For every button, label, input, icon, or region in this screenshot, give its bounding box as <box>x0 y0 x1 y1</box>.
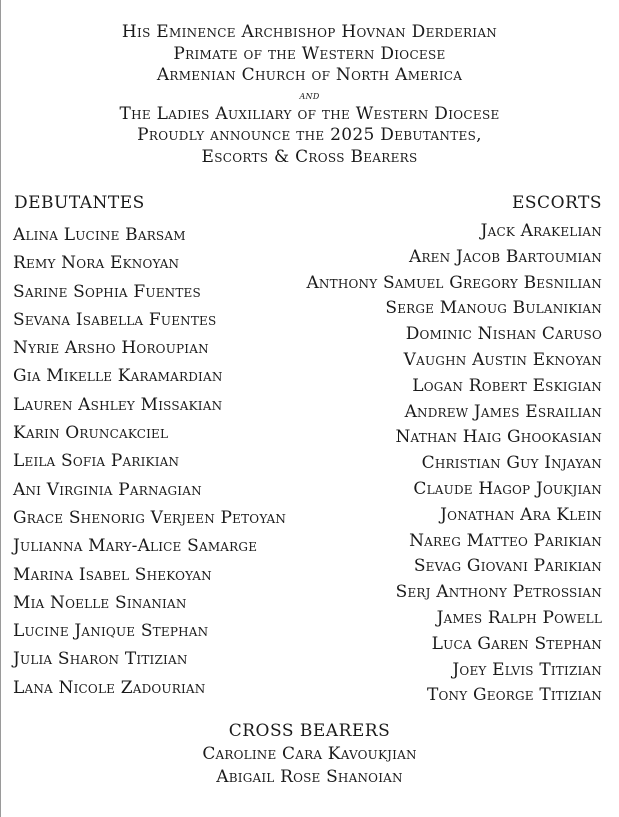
escort-name: Claude Hagop Joukjian <box>413 478 602 499</box>
escort-name: Luca Garen Stephan <box>431 633 602 654</box>
escort-name: Nareg Matteo Parikian <box>409 530 602 551</box>
escort-name: Tony George Titizian <box>426 685 602 706</box>
escort-name: Jonathan Ara Klein <box>440 504 602 525</box>
debutante-name: Julia Sharon Titizian <box>13 649 188 670</box>
debutante-name: Lucine Janique Stephan <box>13 621 209 642</box>
debutante-name: Nyrie Arsho Horoupian <box>13 338 209 359</box>
header-and: and <box>299 87 320 102</box>
escort-name: Sevag Giovani Parikian <box>413 556 602 577</box>
debutante-name: Lana Nicole Zadourian <box>13 677 206 698</box>
debutante-name: Leila Sofia Parikian <box>13 451 180 472</box>
debutantes-list <box>13 221 286 702</box>
escort-name: Logan Robert Eskigian <box>412 375 602 396</box>
debutante-name: Mia Noelle Sinanian <box>13 592 187 613</box>
debutante-name: Grace Shenorig Verjeen Petoyan <box>13 507 287 528</box>
header-line-escorts-cross-bearers: Escorts & Cross Bearers <box>201 146 418 167</box>
cross-bearers-heading: CROSS BEARERS <box>228 721 391 741</box>
cross-bearer-name: Caroline Cara Kavoukjian <box>202 744 417 764</box>
escort-name: Andrew James Esrailian <box>404 401 602 422</box>
header-line-church: Armenian Church of North America <box>156 65 463 85</box>
escort-name: Vaughn Austin Eknoyan <box>403 349 602 370</box>
debutantes-heading: DEBUTANTES <box>14 193 145 213</box>
escort-name: Aren Jacob Bartoumian <box>408 246 602 267</box>
debutante-name: Julianna Mary-Alice Samarge <box>13 536 258 557</box>
escort-name: Nathan Haig Ghookasian <box>395 427 602 448</box>
header-line-primate-title: Primate of the Western Diocese <box>173 43 446 64</box>
escort-name: Joey Elvis Titizian <box>452 659 602 680</box>
escorts-list <box>306 219 602 709</box>
announcement-header <box>0 22 619 168</box>
debutante-name: Gia Mikelle Karamardian <box>13 366 223 387</box>
debutante-name: Marina Isabel Shekoyan <box>13 564 212 585</box>
escort-name: Jack Arakelian <box>480 221 602 241</box>
debutante-name: Alina Lucine Barsam <box>13 225 186 245</box>
header-line-announce: Proudly announce the 2025 Debutantes, <box>137 125 482 145</box>
cross-bearers-list <box>0 743 619 788</box>
debutante-name: Lauren Ashley Missakian <box>13 394 223 415</box>
escort-name: Christian Guy Injayan <box>421 453 602 474</box>
escort-name: Anthony Samuel Gregory Besnilian <box>306 272 602 293</box>
header-line-ladies-auxiliary: The Ladies Auxiliary of the Western Diocese <box>119 103 500 124</box>
escort-name: James Ralph Powell <box>436 607 602 628</box>
header-line-primate-name: His Eminence Archbishop Hovnan Derderian <box>121 22 498 42</box>
escort-name: Serj Anthony Petrossian <box>395 582 602 603</box>
escort-name: Serge Manoug Bulanikian <box>385 298 602 319</box>
escorts-heading: ESCORTS <box>512 193 602 213</box>
escort-name: Dominic Nishan Caruso <box>405 324 602 345</box>
debutante-name: Karin Oruncakciel <box>13 423 169 444</box>
debutante-name: Remy Nora Eknoyan <box>13 253 180 274</box>
debutante-name: Ani Virginia Parnagian <box>13 479 202 500</box>
cross-bearer-name: Abigail Rose Shanoian <box>216 766 403 787</box>
debutante-name: Sevana Isabella Fuentes <box>13 309 217 330</box>
debutante-name: Sarine Sophia Fuentes <box>13 281 201 302</box>
